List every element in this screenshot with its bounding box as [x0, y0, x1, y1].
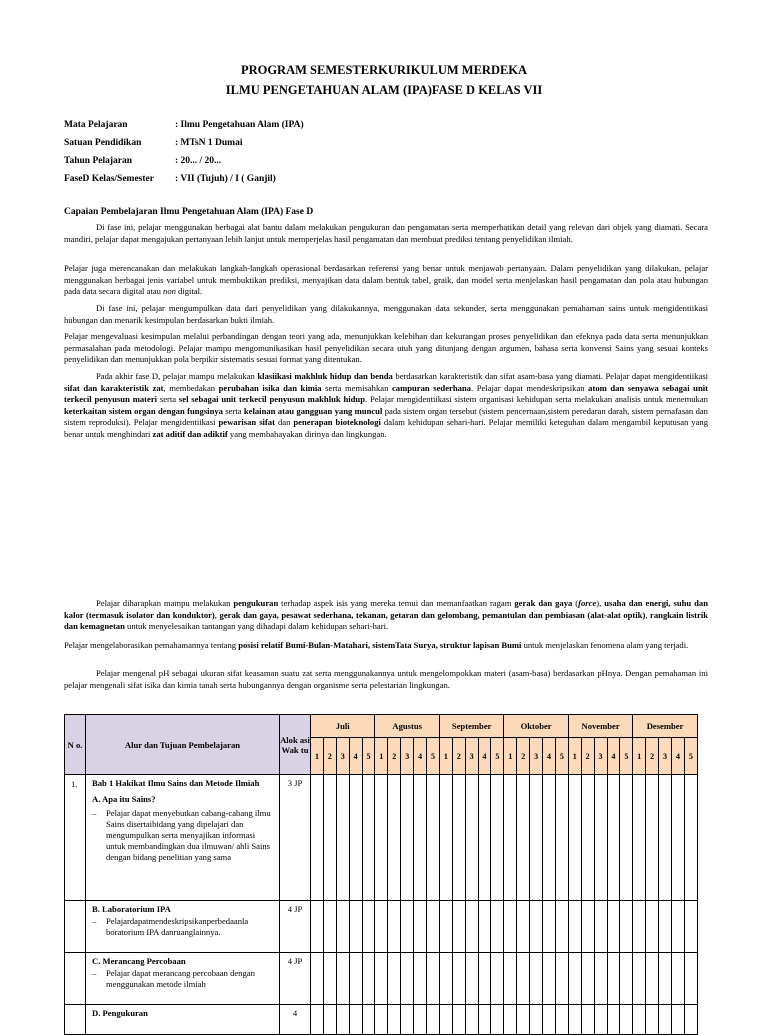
- semester-plan-table: [64, 714, 698, 1035]
- week-header: 1: [439, 738, 452, 775]
- week-header: 5: [620, 738, 633, 775]
- week-cell: [388, 1005, 401, 1035]
- week-cell: [349, 953, 362, 1005]
- week-cell: [530, 901, 543, 953]
- month-header: Oktober: [504, 715, 568, 738]
- objective-text: Pelajar dapat merancang percobaan dengan menggunakan metode ilmiah: [106, 968, 255, 989]
- week-header: 1: [504, 738, 517, 775]
- info-value: : Ilmu Pengetahuan Alam (IPA): [175, 120, 304, 130]
- week-cell: [517, 775, 530, 901]
- week-cell: [491, 901, 504, 953]
- week-cell: [349, 775, 362, 901]
- week-header: 2: [581, 738, 594, 775]
- week-cell: [543, 1005, 556, 1035]
- bold-text: gerak dan gaya: [514, 598, 573, 608]
- objective-text: Pelajardapatmendeskripsikanperbedaanla boratorium IPA danruanglainnya.: [106, 916, 249, 937]
- week-cell: [401, 953, 414, 1005]
- week-cell: [491, 775, 504, 901]
- bold-text: pengukuran: [233, 598, 279, 608]
- row-number: [65, 953, 86, 1005]
- paragraph-3: Di fase ini, pelajar mengumpulkan data dari penyelidikan yang dilakukannya, menggunakan data sekunder, serta menggunakan pemahaman sains untuk mengidentiikasi hubungan dan menarik kesimpulan berdasarkan bukti ilmiah.: [64, 303, 708, 325]
- week-cell: [362, 901, 375, 953]
- week-cell: [646, 1005, 659, 1035]
- dash-bullet-icon: –: [92, 916, 97, 926]
- week-cell: [581, 775, 594, 901]
- month-header: November: [568, 715, 633, 738]
- week-header: 3: [594, 738, 607, 775]
- info-value: : MTsN 1 Dumai: [175, 138, 243, 148]
- week-header: 1: [568, 738, 581, 775]
- bold-text: sifat dan karakteristik zat: [64, 382, 164, 393]
- week-cell: [414, 901, 427, 953]
- week-header: 4: [414, 738, 427, 775]
- week-cell: [465, 1005, 478, 1035]
- paragraph-4: Pelajar mengevaluasi kesimpulan melalui perbandingan dengan teori yang ada, menunjukkan kelebihan dan kekurangan proses penyelidikan dan efeknya pada data serta menunjukkan permasalahan pada metodologi. Pelajar mampu mengomunikasikan hasil penyelidikan secara utuh yang ditunjang dengan argumen, bahasa serta konvensi Sains yang sesuai konteks penyelidikan dan menunjukkan pola berpikir sistematis sesuai format yang ditentukan.: [64, 331, 708, 365]
- week-header: 5: [491, 738, 504, 775]
- week-cell: [375, 953, 388, 1005]
- week-cell: [620, 953, 633, 1005]
- alokasi-cell: 4: [280, 1005, 311, 1035]
- week-cell: [684, 1005, 697, 1035]
- week-cell: [478, 953, 491, 1005]
- week-cell: [517, 901, 530, 953]
- week-cell: [530, 1005, 543, 1035]
- week-cell: [659, 775, 672, 901]
- week-cell: [633, 901, 646, 953]
- bold-text: force: [578, 598, 597, 608]
- alur-cell: [86, 1005, 280, 1035]
- week-cell: [672, 953, 685, 1005]
- week-cell: [504, 1005, 517, 1035]
- week-header: 3: [401, 738, 414, 775]
- week-cell: [504, 901, 517, 953]
- text-run: ),: [596, 598, 605, 608]
- topic-subtitle: A. Apa itu Sains?: [92, 794, 156, 804]
- week-cell: [568, 1005, 581, 1035]
- week-cell: [672, 1005, 685, 1035]
- week-cell: [581, 953, 594, 1005]
- week-cell: [401, 775, 414, 901]
- week-cell: [452, 1005, 465, 1035]
- bold-text: pewarisan sifat: [218, 417, 275, 428]
- text-run: Pelajar mengelaborasikan pemahamannya tentang: [64, 640, 239, 650]
- objective-item: [92, 916, 273, 938]
- week-cell: [568, 775, 581, 901]
- text-run: yang membahayakan dirinya dan lingkungan.: [227, 428, 387, 439]
- month-header: September: [439, 715, 503, 738]
- month-header: Juli: [311, 715, 375, 738]
- text-run: Pelajar diharapkan mampu melakukan: [96, 598, 234, 608]
- header-alur: Alur dan Tujuan Pembelajaran: [86, 715, 280, 775]
- week-cell: [465, 901, 478, 953]
- week-cell: [543, 953, 556, 1005]
- week-cell: [594, 901, 607, 953]
- paragraph-5: [64, 371, 708, 441]
- week-cell: [568, 901, 581, 953]
- week-cell: [555, 901, 568, 953]
- week-header: 3: [530, 738, 543, 775]
- bold-text: posisi relatif Bumi-Bulan-Matahari, sistemTata Surya, struktur lapisan Bumi: [238, 640, 522, 650]
- alokasi-cell: 3 JP: [280, 775, 311, 901]
- week-header: 1: [375, 738, 388, 775]
- week-cell: [568, 953, 581, 1005]
- week-cell: [594, 775, 607, 901]
- week-cell: [388, 775, 401, 901]
- bold-text: keterkaitan sistem organ dengan fungsinya: [64, 405, 223, 416]
- text-run: serta: [222, 405, 244, 416]
- header-no: N o.: [65, 715, 86, 775]
- week-header: 5: [555, 738, 568, 775]
- objective-item: [92, 968, 273, 990]
- week-cell: [336, 901, 349, 953]
- text-run: Pada akhir fase D, pelajar mampu melakukan: [96, 371, 258, 381]
- week-cell: [581, 1005, 594, 1035]
- header-alokasi: Alok asi Wak tu: [280, 715, 311, 775]
- topic-title: D. Pengukuran: [92, 1008, 148, 1018]
- text-run: ,: [214, 609, 220, 620]
- week-cell: [439, 901, 452, 953]
- week-cell: [504, 953, 517, 1005]
- week-cell: [439, 1005, 452, 1035]
- week-cell: [311, 1005, 324, 1035]
- section-title: Capaian Pembelajaran Ilmu Pengetahuan Alam (IPA) Fase D: [64, 207, 314, 217]
- week-cell: [491, 953, 504, 1005]
- topic-title: B. Laboratorium IPA: [92, 904, 171, 914]
- week-cell: [646, 953, 659, 1005]
- week-cell: [620, 775, 633, 901]
- text-run: serta memisahkan: [321, 382, 392, 393]
- row-number: 1.: [65, 775, 86, 901]
- week-cell: [323, 775, 336, 901]
- week-cell: [620, 1005, 633, 1035]
- week-cell: [401, 1005, 414, 1035]
- month-header-row: [65, 715, 698, 738]
- week-cell: [414, 953, 427, 1005]
- week-cell: [646, 901, 659, 953]
- week-cell: [427, 1005, 440, 1035]
- week-cell: [594, 1005, 607, 1035]
- dash-bullet-icon: –: [92, 968, 97, 978]
- paragraph-8: Pelajar mengenal pH sebagai ukuran sifat keasaman suatu zat serta menggunakannya untuk mengelompokkan materi (asam-basa) berdasarkan pHnya. Dengan pemahaman ini pelajar mengenali sifat isika dan kimia tanah serta hubungannya dengan organisme serta pelestarian lingkungan.: [64, 668, 708, 690]
- week-cell: [362, 1005, 375, 1035]
- week-cell: [375, 901, 388, 953]
- text-run: untuk menyelesaikan tantangan yang dihadapi dalam kehidupan sehari-hari.: [124, 621, 389, 632]
- week-cell: [555, 775, 568, 901]
- topic-title: Bab 1 Hakikat Ilmu Sains dan Metode Ilmiah: [92, 778, 260, 788]
- week-cell: [607, 1005, 620, 1035]
- alokasi-cell: 4 JP: [280, 953, 311, 1005]
- text-run: dalam kehidupan sehari-hari. Pelajar memiliki keteguhan dalam mengambil keputusan yang benar untuk menghindari: [64, 417, 709, 439]
- week-cell: [530, 775, 543, 901]
- week-cell: [504, 775, 517, 901]
- text-run: . Pelajar mengidentiikasi sistem organisasi kehidupan serta melakukan analisis untuk menemukan: [365, 394, 708, 405]
- week-cell: [620, 901, 633, 953]
- week-cell: [659, 953, 672, 1005]
- week-cell: [517, 953, 530, 1005]
- week-cell: [427, 775, 440, 901]
- week-cell: [672, 775, 685, 901]
- bold-text: atom dan senyawa sebagai unit terkecil penyusun materi: [64, 382, 708, 405]
- text-run: pada sistem organ tersebut (sistem pencernaan,sistem peredaran darah, sistem pernafasan dan sistem reproduksi). Pelajar mengidentiikasi: [64, 405, 708, 428]
- info-label: Mata Pelajaran: [64, 120, 128, 130]
- week-cell: [311, 775, 324, 901]
- plan-body: [65, 775, 698, 1035]
- paragraph-2-end: digital.: [175, 286, 203, 297]
- week-cell: [684, 901, 697, 953]
- text-run: terhadap aspek isis yang mereka temui dan memanfaatkan ragam: [278, 598, 515, 608]
- week-cell: [323, 953, 336, 1005]
- week-cell: [427, 953, 440, 1005]
- info-row: [64, 120, 475, 138]
- week-header: 3: [336, 738, 349, 775]
- info-label: Satuan Pendidikan: [64, 138, 142, 148]
- week-header: 2: [517, 738, 530, 775]
- week-cell: [414, 1005, 427, 1035]
- week-cell: [323, 1005, 336, 1035]
- week-header: 3: [659, 738, 672, 775]
- bold-text: zat aditif dan adiktif: [152, 428, 228, 439]
- topic-title: C. Merancang Percobaan: [92, 956, 186, 966]
- bold-text: penerapan bioteknologi: [293, 417, 381, 428]
- week-header: 3: [465, 738, 478, 775]
- week-cell: [633, 1005, 646, 1035]
- text-run: , membedakan: [163, 382, 219, 393]
- week-cell: [439, 953, 452, 1005]
- table-row: [65, 901, 698, 953]
- paragraph-6: [64, 598, 708, 633]
- bold-text: campuran sederhana: [391, 382, 471, 393]
- week-cell: [581, 901, 594, 953]
- week-cell: [607, 953, 620, 1005]
- week-cell: [452, 953, 465, 1005]
- week-cell: [311, 901, 324, 953]
- paragraph-2: [64, 263, 708, 298]
- alur-cell: [86, 953, 280, 1005]
- week-cell: [543, 901, 556, 953]
- week-cell: [607, 775, 620, 901]
- bold-text: gerak dan gaya, pesawat sederhana, tekanan, getaran dan gelombang, pemantulan dan pembiasan (alat-alat optik): [219, 609, 646, 620]
- week-cell: [427, 901, 440, 953]
- text-run: (: [572, 598, 579, 608]
- week-cell: [478, 1005, 491, 1035]
- bold-text: sel sebagai unit terkecil penyusun makhluk hidup: [178, 394, 365, 405]
- week-cell: [401, 901, 414, 953]
- alur-cell: [86, 775, 280, 901]
- bold-text: rangkain listrik dan kemagnetan: [64, 609, 709, 632]
- week-cell: [452, 775, 465, 901]
- dash-bullet-icon: –: [92, 808, 97, 818]
- info-label: FaseD Kelas/Semester: [64, 174, 154, 184]
- week-cell: [362, 775, 375, 901]
- info-row: [64, 138, 475, 156]
- alokasi-cell: 4 JP: [280, 901, 311, 953]
- objective-text: Pelajar dapat menyebutkan cabang-cabang ilmu Sains disertaibidang yang dipelajari dan mengumpulkan serta menyajikan informasi untuk membandingkan dua ilmuwan/ ahli Sains dengan bidang penelitian yang sama: [106, 808, 271, 862]
- week-cell: [530, 953, 543, 1005]
- week-header: 4: [478, 738, 491, 775]
- week-header: 5: [427, 738, 440, 775]
- text-run: serta: [157, 394, 179, 405]
- document-title-line1: PROGRAM SEMESTERKURIKULUM MERDEKA: [240, 63, 528, 77]
- week-cell: [439, 775, 452, 901]
- week-header: 2: [323, 738, 336, 775]
- week-cell: [336, 1005, 349, 1035]
- week-header: 2: [452, 738, 465, 775]
- week-cell: [388, 953, 401, 1005]
- paragraph-1: Di fase ini, pelajar menggunakan berbagai alat bantu dalam melakukan pengukuran dan pengamatan serta memperhatikan detail yang relevan dari objek yang diamati. Secara mandiri, pelajar dapat mengajukan pertanyaan lebih lanjut untuk memperjelas hasil pengamatan dan membuat prediksi tentang penyelidikan ilmiah.: [64, 222, 708, 244]
- week-cell: [349, 901, 362, 953]
- week-header: 1: [311, 738, 324, 775]
- paragraph-7: [64, 640, 708, 652]
- week-cell: [659, 901, 672, 953]
- week-cell: [465, 775, 478, 901]
- row-number: [65, 901, 86, 953]
- week-cell: [465, 953, 478, 1005]
- text-run: . Pelajar dapat mendeskripsikan: [470, 382, 589, 393]
- info-label: Tahun Pelajaran: [64, 156, 133, 166]
- table-row: [65, 1005, 698, 1035]
- week-cell: [633, 953, 646, 1005]
- week-header: 4: [672, 738, 685, 775]
- week-cell: [336, 953, 349, 1005]
- week-cell: [672, 901, 685, 953]
- month-header: Agustus: [375, 715, 439, 738]
- week-cell: [311, 953, 324, 1005]
- week-cell: [555, 953, 568, 1005]
- week-cell: [478, 775, 491, 901]
- week-cell: [491, 1005, 504, 1035]
- week-cell: [607, 901, 620, 953]
- document-title-line2: ILMU PENGETAHUAN ALAM (IPA)FASE D KELAS VII: [225, 83, 543, 97]
- week-cell: [517, 1005, 530, 1035]
- week-cell: [375, 1005, 388, 1035]
- week-cell: [349, 1005, 362, 1035]
- course-info: [64, 120, 475, 192]
- text-run: ,: [645, 609, 651, 620]
- info-value: : VII (Tujuh) / I ( Ganjil): [175, 174, 276, 184]
- text-run: dan: [274, 417, 294, 428]
- table-row: [65, 775, 698, 901]
- week-cell: [646, 775, 659, 901]
- week-header: 2: [388, 738, 401, 775]
- week-cell: [684, 775, 697, 901]
- bold-text: perubahan isika dan kimia: [218, 382, 322, 393]
- alur-cell: [86, 901, 280, 953]
- table-row: [65, 953, 698, 1005]
- week-cell: [452, 901, 465, 953]
- text-run: berdasarkan karakteristik dan sifat asam-basa yang diamati. Pelajar dapat mengidentiikasi: [392, 371, 709, 381]
- info-row: [64, 174, 475, 192]
- bold-text: usaha dan energi, suhu dan kalor (termasuk isolator dan konduktor): [64, 598, 708, 620]
- row-number: [65, 1005, 86, 1035]
- week-cell: [375, 775, 388, 901]
- paragraph-2-italic: non: [163, 286, 176, 297]
- week-cell: [336, 775, 349, 901]
- week-cell: [478, 901, 491, 953]
- info-value: : 20... / 20...: [175, 156, 222, 166]
- text-run: untuk menjelaskan fenomena alam yang terjadi.: [521, 640, 689, 650]
- info-row: [64, 156, 475, 174]
- week-cell: [388, 901, 401, 953]
- week-cell: [684, 953, 697, 1005]
- paragraph-2-text: Pelajar juga merencanakan dan melakukan langkah-langkah operasional berdasarkan referensi yang benar untuk menjawab pertanyaan. Dalam penyelidikan yang dilakukan, pelajar menggunakan berbagai jenis variabel untuk membuktikan prediksi, menyajikan data dalam bentuk tabel, graik, dan model serta menjelaskan hasil pengamatan dan pola atau hubungan pada data secara digital atau: [64, 263, 708, 297]
- week-header: 1: [633, 738, 646, 775]
- week-header: 5: [684, 738, 697, 775]
- week-cell: [323, 901, 336, 953]
- objective-item: [92, 808, 273, 863]
- week-header: 2: [646, 738, 659, 775]
- week-header: 4: [543, 738, 556, 775]
- week-cell: [362, 953, 375, 1005]
- week-cell: [594, 953, 607, 1005]
- week-cell: [414, 775, 427, 901]
- bold-text: kelainan atau gangguan yang muncul: [243, 405, 383, 416]
- week-cell: [543, 775, 556, 901]
- week-header: 5: [362, 738, 375, 775]
- week-cell: [555, 1005, 568, 1035]
- week-cell: [659, 1005, 672, 1035]
- month-header: Desember: [633, 715, 697, 738]
- week-header: 4: [607, 738, 620, 775]
- week-header: 4: [349, 738, 362, 775]
- week-cell: [633, 775, 646, 901]
- bold-text: klasiikasi makhluk hidup dan benda: [257, 371, 393, 381]
